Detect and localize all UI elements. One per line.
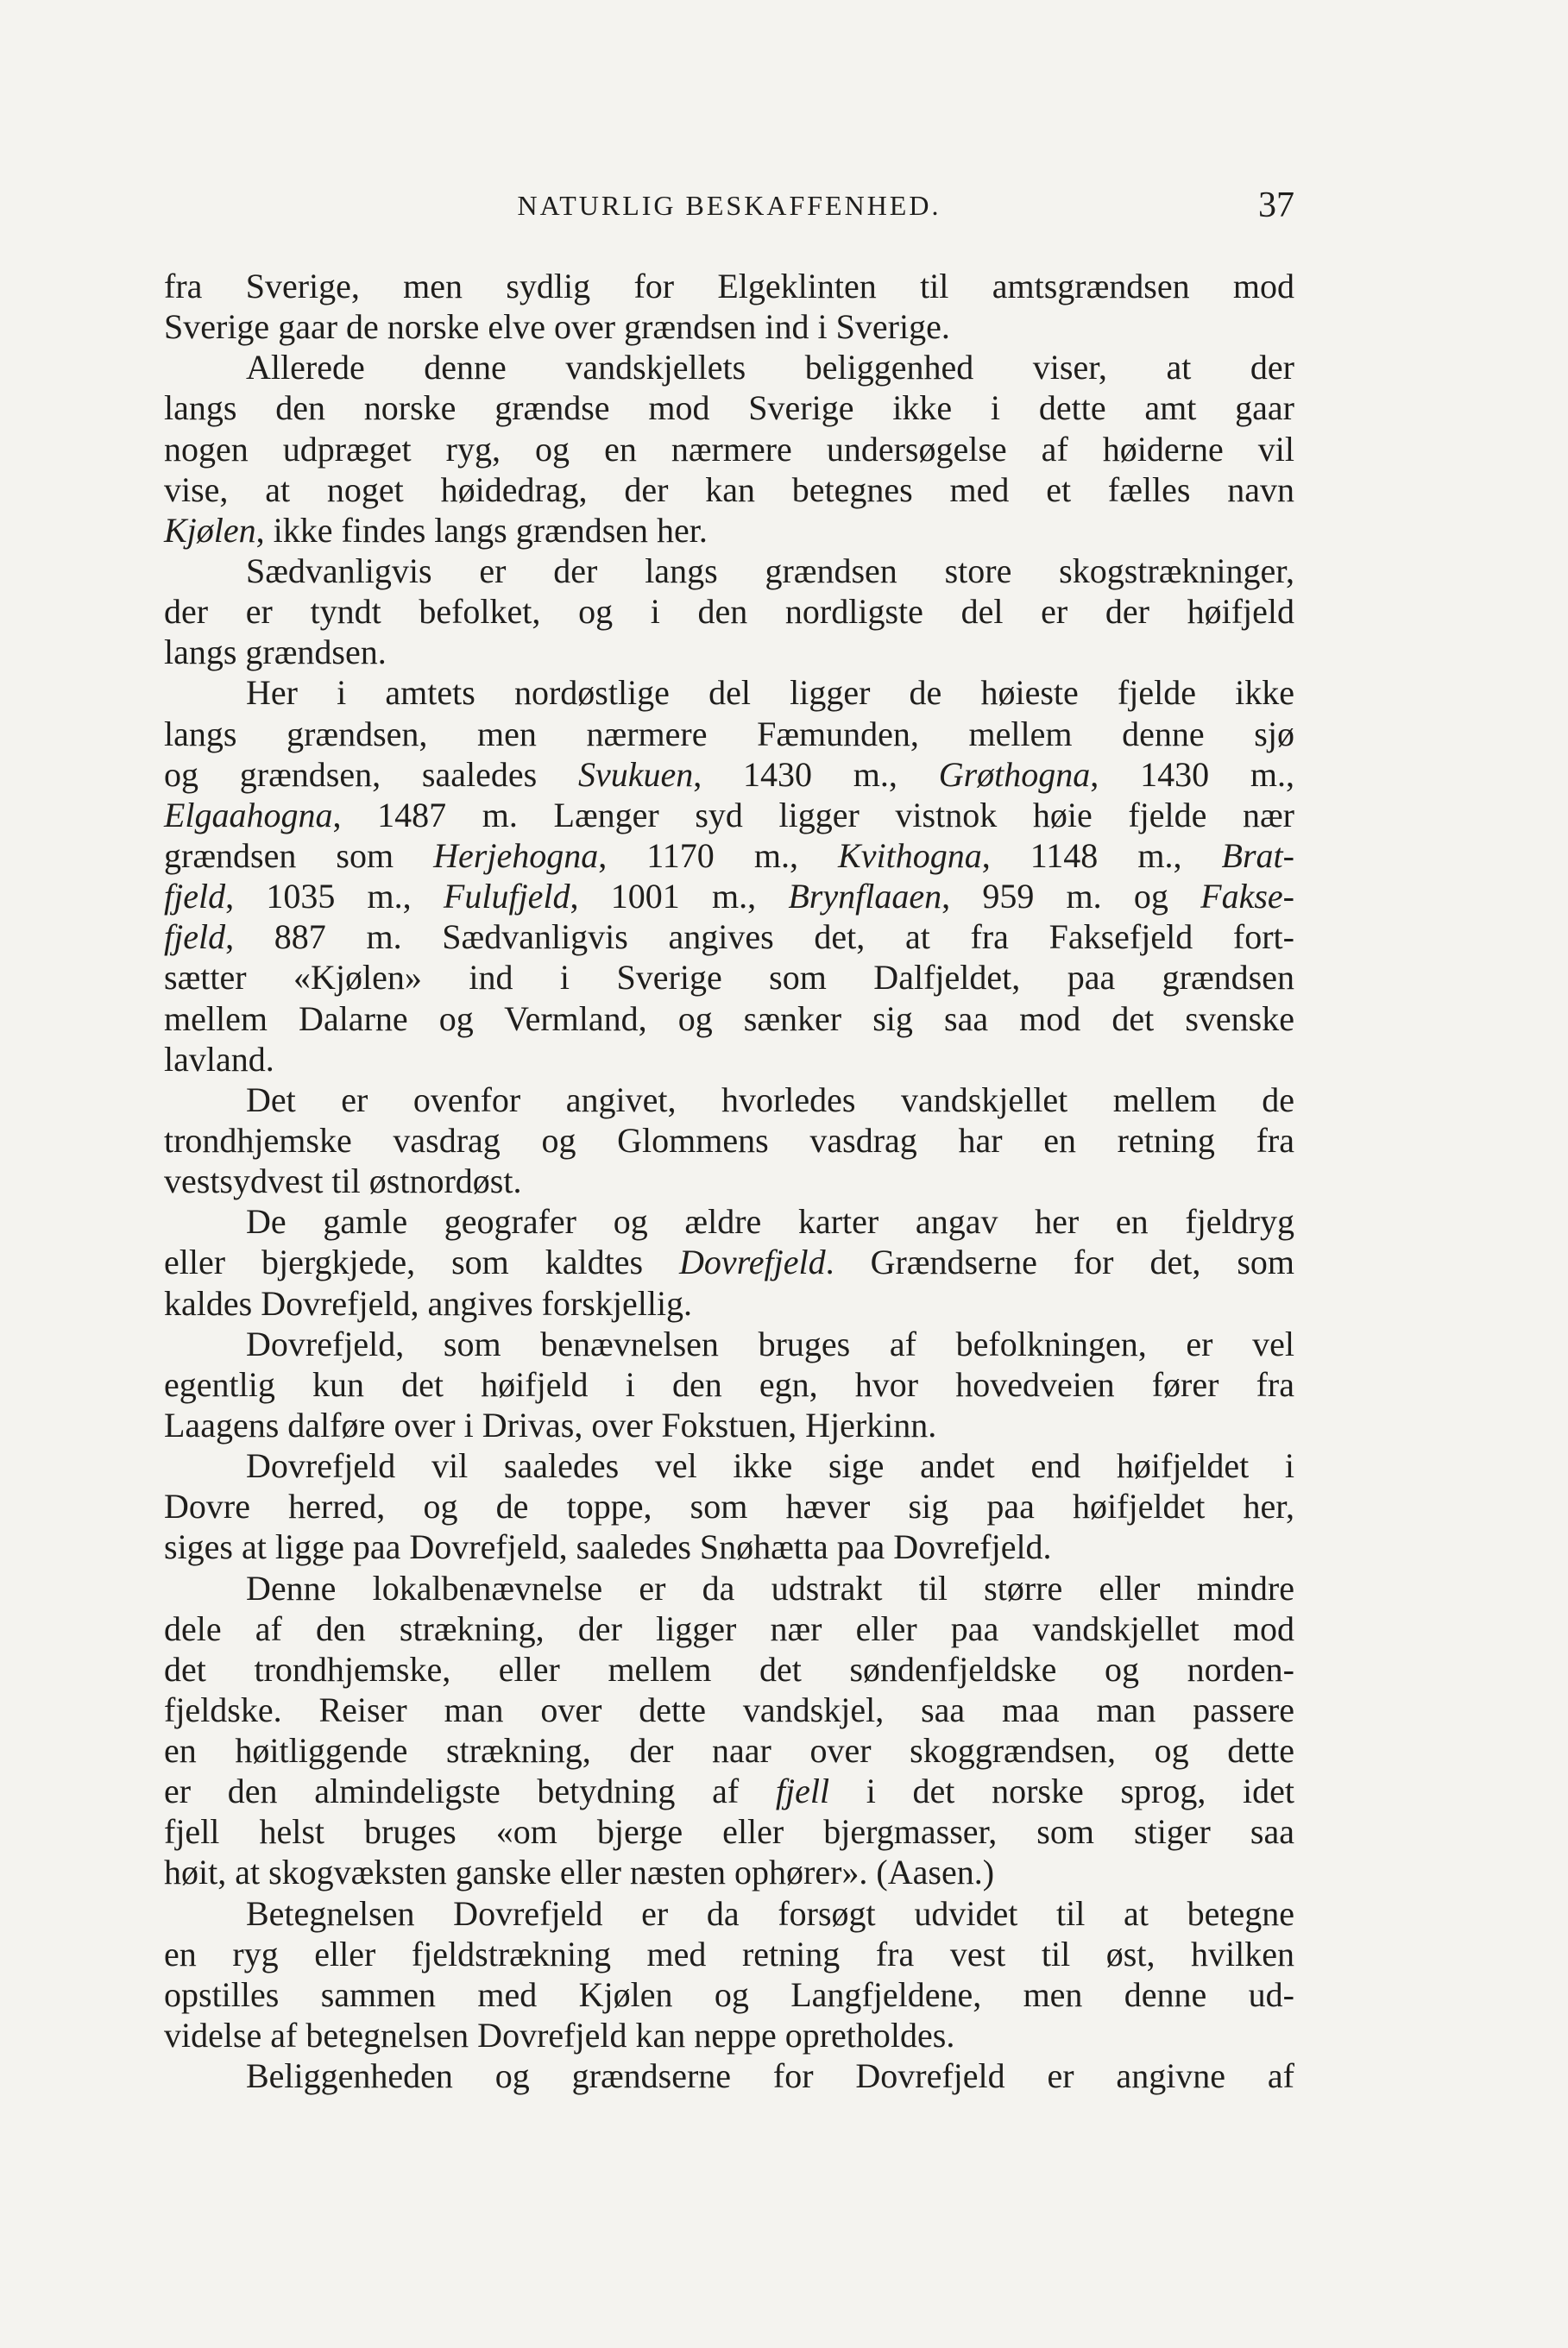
italic-term: fjeld (164, 917, 226, 957)
italic-term: Kjølen (164, 510, 256, 550)
italic-term: Kvithogna (838, 835, 982, 875)
italic-term: Grøthogna (938, 754, 1091, 794)
text-line: der er tyndt befolket, og i den nordligste del er der høifjeld (164, 592, 1294, 632)
text-line: Dovrefjeld, som benævnelsen bruges af befolkningen, er vel (246, 1324, 1294, 1363)
italic-term: fjell (775, 1772, 830, 1811)
text-line: Betegnelsen Dovrefjeld er da forsøgt udvidet til at betegne (246, 1893, 1294, 1933)
text-line (164, 835, 1294, 876)
text-line: sætter «Kjølen» ind i Sverige som Dalfjeldet, paa grændsen (164, 958, 1294, 998)
text-line: kaldes Dovrefjeld, angives forskjellig. (164, 1283, 693, 1323)
italic-term: fjeld (164, 877, 226, 916)
text-segment: i det norske sprog, idet (829, 1772, 1294, 1811)
text-line: fjell helst bruges «om bjerge eller bjergmasser, som stiger saa (164, 1812, 1294, 1852)
text-line: lavland. (164, 1039, 274, 1079)
text-segment: og grændsen, saaledes (164, 754, 578, 794)
italic-term: Brynflaaen (788, 877, 942, 916)
italic-term: Svukuen (577, 754, 694, 794)
text-line: Dovrefjeld vil saaledes vel ikke sige andet end høifjeldet i (246, 1446, 1294, 1486)
text-line: trondhjemske vasdrag og Glommens vasdrag har en retning fra (164, 1120, 1294, 1160)
text-segment: , 1430 m., (693, 754, 939, 794)
text-segment: , 1430 m., (1090, 754, 1294, 794)
text-segment: , ikke findes langs grændsen her. (255, 510, 708, 550)
text-line: videlse af betegnelsen Dovrefjeld kan neppe opretholdes. (164, 2016, 955, 2055)
text-line (164, 754, 1294, 795)
text-line (164, 876, 1294, 916)
text-line (164, 795, 1294, 835)
text-line: egentlig kun det høifjeld i den egn, hvor hovedveien fører fra (164, 1364, 1294, 1404)
text-line (164, 510, 1294, 551)
text-line: dele af den strækning, der ligger nær eller paa vandskjellet mod (164, 1608, 1294, 1648)
text-line: De gamle geografer og ældre karter angav her en fjeldryg (246, 1202, 1294, 1242)
text-line (164, 1242, 1294, 1282)
text-line: siges at ligge paa Dovrefjeld, saaledes Snøhætta paa Dovrefjeld. (164, 1527, 1052, 1567)
text-line: mellem Dalarne og Vermland, og sænker sig saa mod det svenske (164, 998, 1294, 1038)
text-segment: . Grændserne for det, som (825, 1243, 1295, 1282)
body-text (164, 266, 1294, 2096)
text-line (164, 916, 1294, 957)
text-line: Allerede denne vandskjellets beliggenhed viser, at der (246, 348, 1294, 387)
text-line: Laagens dalføre over i Drivas, over Fokstuen, Hjerkinn. (164, 1405, 937, 1445)
text-line: langs grændsen. (164, 633, 387, 672)
text-line: Denne lokalbenævnelse er da udstrakt til større eller mindre (246, 1568, 1294, 1608)
text-segment: , 1001 m., (570, 877, 789, 916)
text-segment: , 1170 m., (598, 835, 839, 875)
text-line: langs grændsen, men nærmere Fæmunden, mellem denne sjø (164, 714, 1294, 753)
text-line: vise, at noget høidedrag, der kan betegnes med et fælles navn (164, 469, 1294, 509)
running-head (164, 185, 1294, 228)
running-head-title: NATURLIG BESKAFFENHED. (517, 190, 941, 221)
italic-term: Dovrefjeld (679, 1243, 826, 1282)
text-line: det trondhjemske, eller mellem det søndenfjeldske og norden- (164, 1649, 1294, 1689)
page-number: 37 (1258, 186, 1294, 225)
text-line: Dovre herred, og de toppe, som hæver sig paa høifjeldet her, (164, 1487, 1294, 1527)
text-line: Sverige gaar de norske elve over grændsen ind i Sverige. (164, 307, 950, 347)
text-line: Her i amtets nordøstlige del ligger de høieste fjelde ikke (246, 673, 1294, 713)
text-line: fra Sverige, men sydlig for Elgeklinten til amtsgrændsen mod (164, 267, 1294, 305)
page (164, 185, 1294, 2096)
text-line: opstilles sammen med Kjølen og Langfjeldene, men denne ud- (164, 1974, 1294, 2014)
text-segment: , 1487 m. Længer syd ligger vistnok høie fjelde nær (332, 795, 1294, 834)
text-line: nogen udpræget ryg, og en nærmere undersøgelse af høiderne vil (164, 429, 1294, 469)
text-line: vestsydvest til østnordøst. (164, 1161, 522, 1201)
text-line: langs den norske grændse mod Sverige ikke i dette amt gaar (164, 388, 1294, 428)
text-segment: er den almindeligste betydning af (164, 1772, 776, 1811)
italic-term: Fakse- (1200, 877, 1294, 916)
italic-term: Elgaahogna (164, 795, 333, 834)
italic-term: Fulufjeld (443, 877, 570, 916)
text-segment: , 1035 m., (225, 877, 444, 916)
italic-term: Brat- (1221, 835, 1294, 875)
text-line: høit, at skogvæksten ganske eller næsten ophører». (Aasen.) (164, 1853, 995, 1892)
text-line: en ryg eller fjeldstrækning med retning fra vest til øst, hvilken (164, 1934, 1294, 1973)
text-segment: , 959 m. og (941, 877, 1201, 916)
text-line: fjeldske. Reiser man over dette vandskjel, saa maa man passere (164, 1690, 1294, 1729)
text-line: Beliggenheden og grændserne for Dovrefjeld er angivne af (246, 2056, 1294, 2096)
text-line: Det er ovenfor angivet, hvorledes vandskjellet mellem de (246, 1080, 1294, 1119)
text-segment: eller bjergkjede, som kaldtes (164, 1243, 680, 1282)
text-segment: , 1148 m., (981, 835, 1222, 875)
italic-term: Herjehogna (433, 835, 599, 875)
text-segment: , 887 m. Sædvanligvis angives det, at fra Faksefjeld fort- (225, 917, 1294, 957)
text-line: Sædvanligvis er der langs grændsen store skogstrækninger, (246, 551, 1294, 590)
text-line (164, 1771, 1294, 1811)
text-segment: grændsen som (164, 835, 434, 875)
text-line: en høitliggende strækning, der naar over skoggrændsen, og dette (164, 1731, 1294, 1771)
